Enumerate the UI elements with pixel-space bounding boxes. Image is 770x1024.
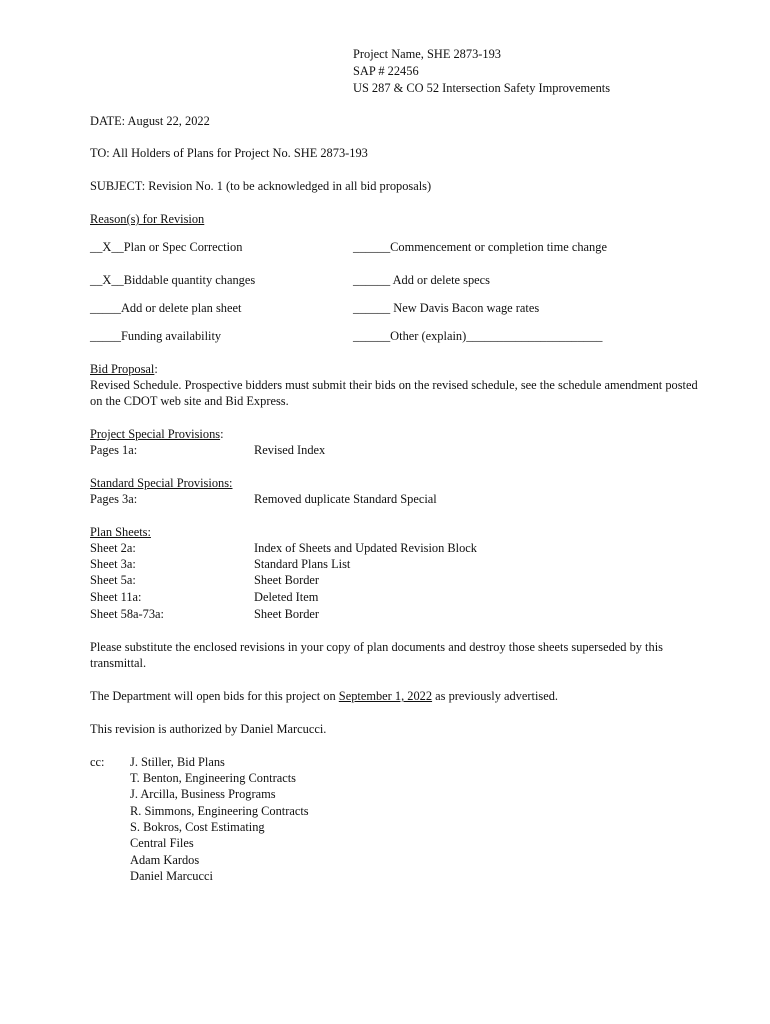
standard-special-heading: Standard Special Provisions: (90, 476, 233, 490)
cc-name: Adam Kardos (130, 853, 200, 867)
project-name-line: Project Name, SHE 2873-193 (353, 47, 501, 61)
reason-left-1: __X__Plan or Spec Correction (90, 240, 243, 254)
reason-left-3: _____Add or delete plan sheet (90, 301, 242, 315)
reason-right-2: ______ Add or delete specs (353, 273, 490, 287)
plan-sheet-row-value: Deleted Item (254, 590, 319, 604)
plan-sheet-row-label: Sheet 58a-73a: (90, 607, 164, 621)
open-bids-text-after: as previously advertised. (432, 689, 559, 703)
cc-name: S. Bokros, Cost Estimating (130, 820, 265, 834)
plan-sheet-row-value: Index of Sheets and Updated Revision Block (254, 541, 477, 555)
standard-special-row-value: Removed duplicate Standard Special (254, 492, 437, 506)
plan-sheet-row-label: Sheet 11a: (90, 590, 142, 604)
cc-name: Central Files (130, 836, 194, 850)
open-bids-line (90, 688, 558, 704)
plan-sheet-row-value: Standard Plans List (254, 557, 351, 571)
authorized-line: This revision is authorized by Daniel Marcucci. (90, 722, 327, 736)
open-bids-date: September 1, 2022 (338, 689, 433, 703)
sap-number-line: SAP # 22456 (353, 64, 419, 78)
open-bids-text-before: The Department will open bids for this project on (90, 689, 339, 703)
reason-right-1: ______Commencement or completion time change (353, 240, 607, 254)
bid-proposal-heading-line (90, 361, 158, 377)
reason-right-3: ______ New Davis Bacon wage rates (353, 301, 540, 315)
project-description-line: US 287 & CO 52 Intersection Safety Improvements (353, 81, 611, 95)
project-special-colon: : (220, 427, 224, 441)
cc-name: J. Stiller, Bid Plans (130, 755, 225, 769)
bid-proposal-text: Revised Schedule. Prospective bidders must submit their bids on the revised schedule, see the schedule amendment posted on the CDOT web site and Bid Express. (90, 378, 698, 409)
bid-proposal-heading: Bid Proposal (90, 362, 155, 376)
plan-sheet-row-label: Sheet 5a: (90, 573, 136, 587)
project-special-heading: Project Special Provisions (90, 427, 221, 441)
plan-sheets-heading: Plan Sheets: (90, 525, 151, 539)
bid-proposal-colon: : (154, 362, 158, 376)
cc-name: Daniel Marcucci (130, 869, 213, 883)
cc-name: T. Benton, Engineering Contracts (130, 771, 296, 785)
plan-sheet-row-label: Sheet 3a: (90, 557, 136, 571)
reasons-heading: Reason(s) for Revision (90, 212, 205, 226)
cc-name: J. Arcilla, Business Programs (130, 787, 276, 801)
project-special-heading-line (90, 426, 224, 442)
reason-left-2: __X__Biddable quantity changes (90, 273, 256, 287)
reason-left-4: _____Funding availability (90, 329, 222, 343)
cc-label: cc: (90, 755, 105, 769)
plan-sheet-row-value: Sheet Border (254, 573, 320, 587)
project-special-row-label: Pages 1a: (90, 443, 138, 457)
to-line: TO: All Holders of Plans for Project No. SHE 2873-193 (90, 146, 368, 160)
standard-special-row-label: Pages 3a: (90, 492, 138, 506)
cc-name: R. Simmons, Engineering Contracts (130, 804, 309, 818)
date-line: DATE: August 22, 2022 (90, 114, 210, 128)
plan-sheet-row-label: Sheet 2a: (90, 541, 136, 555)
plan-sheet-row-value: Sheet Border (254, 607, 320, 621)
subject-line: SUBJECT: Revision No. 1 (to be acknowledged in all bid proposals) (90, 179, 432, 193)
substitute-paragraph: Please substitute the enclosed revisions in your copy of plan documents and destroy those sheets superseded by this transmittal. (90, 640, 663, 671)
reason-right-4: ______Other (explain)______________________ (353, 329, 603, 343)
project-special-row-value: Revised Index (254, 443, 326, 457)
